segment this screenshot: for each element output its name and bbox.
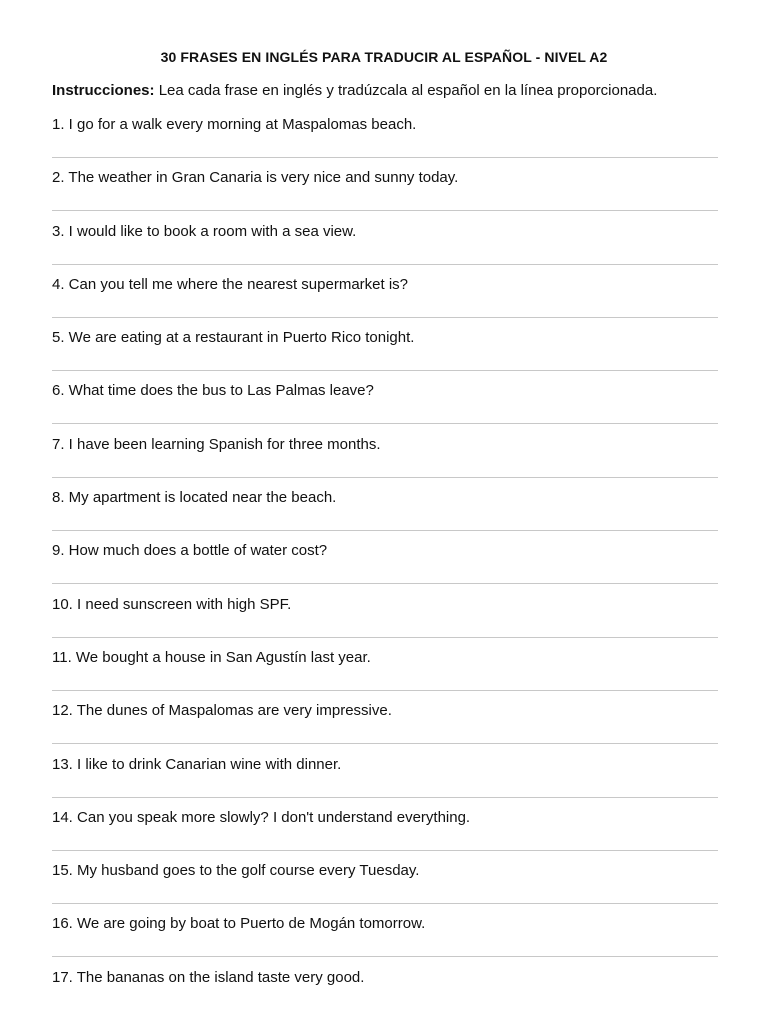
list-item: [52, 862, 718, 915]
sentence-text: 6. What time does the bus to Las Palmas leave?: [52, 382, 374, 400]
answer-line[interactable]: [52, 956, 718, 957]
list-item: [52, 969, 718, 1022]
sentence-text: 8. My apartment is located near the beach.: [52, 489, 337, 507]
sentence-text: 10. I need sunscreen with high SPF.: [52, 595, 292, 613]
sentence-text: 17. The bananas on the island taste very good.: [52, 968, 365, 986]
sentence-text: 1. I go for a walk every morning at Maspalomas beach.: [52, 116, 417, 133]
list-item: [52, 596, 718, 649]
sentence-text: 13. I like to drink Canarian wine with dinner.: [52, 755, 342, 773]
instructions-label: Instrucciones:: [52, 82, 155, 99]
list-item: [52, 276, 718, 329]
list-item: [52, 702, 718, 755]
answer-line[interactable]: [52, 850, 718, 851]
answer-line[interactable]: [52, 637, 718, 638]
sentence-text: 4. Can you tell me where the nearest supermarket is?: [52, 275, 409, 293]
answer-line[interactable]: [52, 423, 718, 424]
sentence-list: [52, 116, 718, 1022]
answer-line[interactable]: [52, 264, 718, 265]
instructions-text: Lea cada frase en inglés y tradúzcala al español en la línea proporcionada.: [154, 82, 658, 99]
list-item: [52, 756, 718, 809]
list-item: [52, 489, 718, 542]
answer-line[interactable]: [52, 903, 718, 904]
list-item: [52, 223, 718, 276]
list-item: [52, 436, 718, 489]
answer-line[interactable]: [52, 530, 718, 531]
sentence-text: 5. We are eating at a restaurant in Puerto Rico tonight.: [52, 329, 415, 347]
list-item: [52, 809, 718, 862]
answer-line[interactable]: [52, 797, 718, 798]
answer-line[interactable]: [52, 157, 718, 158]
page-title: 30 FRASES EN INGLÉS PARA TRADUCIR AL ESPAÑOL - NIVEL A2: [160, 49, 608, 65]
answer-line[interactable]: [52, 477, 718, 478]
list-item: [52, 542, 718, 595]
sentence-text: 14. Can you speak more slowly? I don't understand everything.: [52, 808, 471, 826]
instructions: [52, 82, 657, 99]
list-item: [52, 382, 718, 435]
list-item: [52, 169, 718, 222]
list-item: [52, 915, 718, 968]
list-item: [52, 116, 718, 169]
sentence-text: 3. I would like to book a room with a sea view.: [52, 222, 357, 240]
list-item: [52, 649, 718, 702]
answer-line[interactable]: [52, 210, 718, 211]
sentence-text: 9. How much does a bottle of water cost?: [52, 542, 328, 560]
sentence-text: 12. The dunes of Maspalomas are very impressive.: [52, 702, 392, 720]
sentence-text: 7. I have been learning Spanish for three months.: [52, 435, 381, 453]
answer-line[interactable]: [52, 370, 718, 371]
sentence-text: 11. We bought a house in San Agustín last year.: [52, 648, 371, 666]
sentence-text: 15. My husband goes to the golf course every Tuesday.: [52, 862, 420, 880]
answer-line[interactable]: [52, 583, 718, 584]
list-item: [52, 329, 718, 382]
sentence-text: 16. We are going by boat to Puerto de Mogán tomorrow.: [52, 915, 426, 933]
answer-line[interactable]: [52, 690, 718, 691]
answer-line[interactable]: [52, 743, 718, 744]
answer-line[interactable]: [52, 317, 718, 318]
sentence-text: 2. The weather in Gran Canaria is very nice and sunny today.: [52, 169, 459, 187]
